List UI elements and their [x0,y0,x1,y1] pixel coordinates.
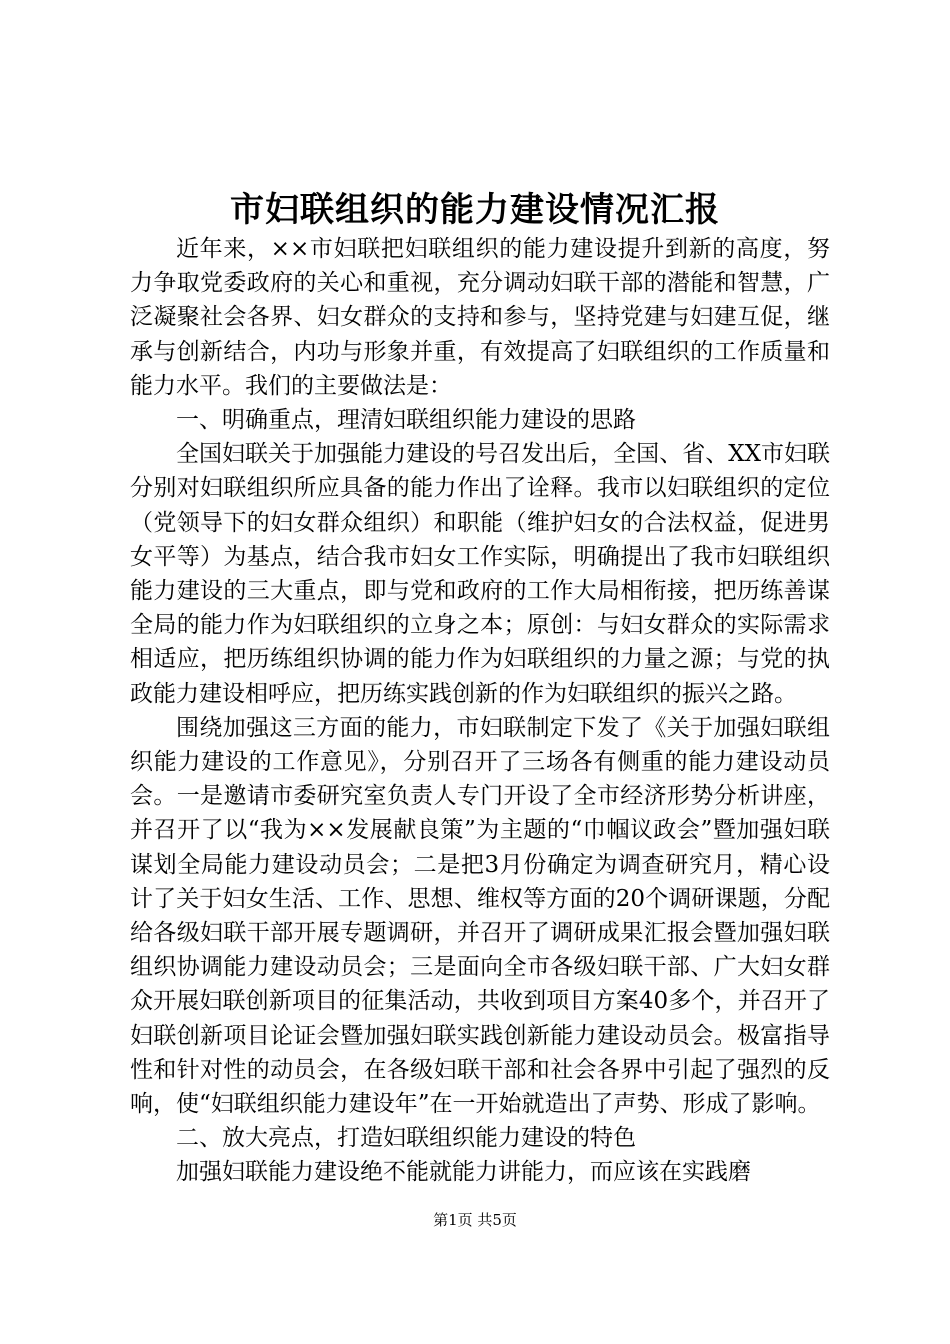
section-heading-1: 一、明确重点，理清妇联组织能力建设的思路 [176,407,636,434]
section-heading-2: 二、放大亮点，打造妇联组织能力建设的特色 [176,1125,636,1152]
paragraph-section-1-b: 围绕加强这三方面的能力，市妇联制定下发了《关于加强妇联组织能力建设的工作意见》，分别召开了三场各有侧重的能力建设动员会。一是邀请市委研究室负责人专门开设了全市经济形势分析讲座，并召开了以“我为××发展献良策”为主题的“巾帼议政会”暨加强妇联谋划全局能力建设动员会；二是把3月份确定为调查研究月，精心设计了关于妇女生活、工作、思想、维权等方面的20个调研课题，分配给各级妇联干部开展专题调研，并召开了调研成果汇报会暨加强妇联组织协调能力建设动员会；三是面向全市各级妇联干部、广大妇女群众开展妇联创新项目的征集活动，共收到项目方案40多个，并召开了妇联创新项目论证会暨加强妇联实践创新能力建设动员会。极富指导性和针对性的动员会，在各级妇联干部和社会各界中引起了强烈的反响，使“妇联组织能力建设年”在一开始就造出了声势、形成了影响。 [130,714,830,1118]
paragraph-section-2-a: 加强妇联能力建设绝不能就能力讲能力，而应该在实践磨 [176,1159,751,1186]
page-number-footer: 第1页 共5页 [433,1211,517,1229]
paragraph-section-1-a: 全国妇联关于加强能力建设的号召发出后，全国、省、XX市妇联分别对妇联组织所应具备的能力作出了诠释。我市以妇联组织的定位（党领导下的妇女群众组织）和职能（维护妇女的合法权益，促进男女平等）为基点，结合我市妇女工作实际，明确提出了我市妇联组织能力建设的三大重点，即与党和政府的工作大局相衔接，把历练善谋全局的能力作为妇联组织的立身之本；原创：与妇女群众的实际需求相适应，把历练组织协调的能力作为妇联组织的力量之源；与党的执政能力建设相呼应，把历练实践创新的作为妇联组织的振兴之路。 [130,441,830,707]
document-title: 市妇联组织的能力建设情况汇报 [230,190,720,230]
document-body [130,232,830,1190]
paragraph-intro: 近年来，××市妇联把妇联组织的能力建设提升到新的高度，努力争取党委政府的关心和重视，充分调动妇联干部的潜能和智慧，广泛凝聚社会各界、妇女群众的支持和参与，坚持党建与妇建互促，继承与创新结合，内功与形象并重，有效提高了妇联组织的工作质量和能力水平。我们的主要做法是： [130,236,830,399]
